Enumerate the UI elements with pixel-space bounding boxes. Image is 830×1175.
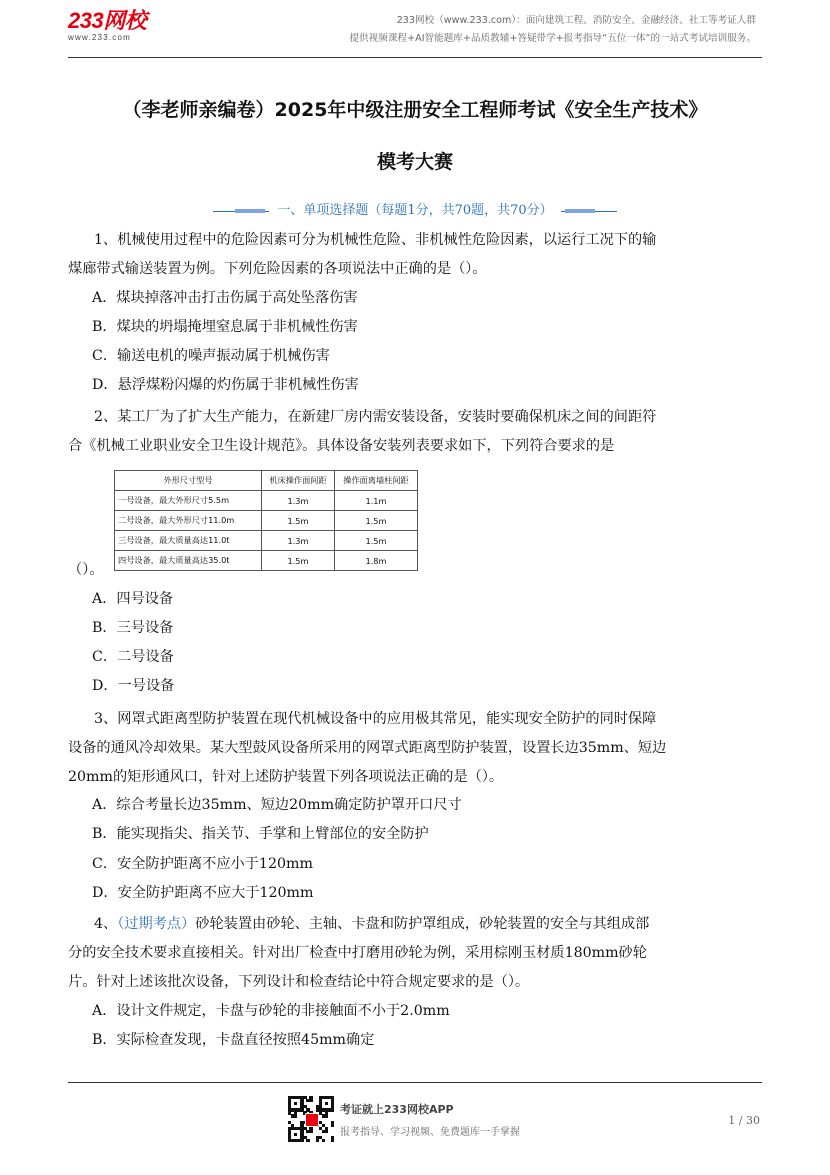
table-row: [115, 491, 418, 511]
section-heading: [0, 199, 830, 218]
q1-option-a: A．煤块掉落冲击打击伤属于高处坠落伤害: [92, 290, 358, 306]
logo-url: www.233.com: [68, 33, 131, 42]
q4-stem-line-3: 片。针对上述该批次设备，下列设计和检查结论中符合规定要求的是（）。: [68, 974, 530, 990]
qr-code-icon[interactable]: [288, 1096, 334, 1142]
q2-stem-tail: （）。: [68, 562, 104, 578]
table-row: [115, 511, 418, 531]
q3-stem-line-3: 20mm的矩形通风口，针对上述防护装置下列各项说法正确的是（）。: [68, 769, 504, 785]
table-header-cell: 外形尺寸型号: [115, 471, 262, 491]
q3-option-a: A．综合考量长边35mm、短边20mm确定防护罩开口尺寸: [92, 797, 462, 813]
table-cell: 1.8m: [335, 551, 418, 571]
table-header-cell: 机床操作面间距: [262, 471, 335, 491]
doc-title-line-1: （李老师亲编卷）2025年中级注册安全工程师考试《安全生产技术》: [122, 99, 708, 121]
q4-option-b: B．实际检查发现，卡盘直径按照45mm确定: [92, 1032, 375, 1048]
table-cell: 1.5m: [335, 531, 418, 551]
q4-outdated-tag: （过期考点）: [117, 916, 196, 932]
header-slogan: [350, 12, 756, 48]
q1-stem-line-2: 煤廊带式输送装置为例。下列危险因素的各项说法中正确的是（）。: [68, 261, 487, 277]
footer-app-text: 考证就上233网校APP: [340, 1103, 454, 1116]
footer-divider: [68, 1082, 762, 1083]
q2-stem-line-1: 2、某工厂为了扩大生产能力，在新建厂房内需安装设备，安装时要确保机床之间的间距符: [94, 409, 657, 425]
table-cell: 二号设备，最大外形尺寸11.0m: [115, 511, 262, 531]
logo-text: 233网校: [68, 8, 147, 33]
section-heading-text: 一、单项选择题（每题1分，共70题，共70分）: [277, 203, 553, 218]
q4-number: 4、: [94, 916, 118, 932]
q2-option-d: D．一号设备: [92, 678, 175, 694]
header-line-1: 233网校（www.233.com）：面向建筑工程、消防安全、金融经济、社工等考证人群: [396, 15, 756, 26]
table-cell: 一号设备，最大外形尺寸5.5m: [115, 491, 262, 511]
q3-option-c: C．安全防护距离不应小于120mm: [92, 856, 313, 872]
q2-option-c: C．二号设备: [92, 649, 174, 665]
q3-option-d: D．安全防护距离不应大于120mm: [92, 885, 314, 901]
table-cell: 1.5m: [262, 511, 335, 531]
table-cell: 1.5m: [262, 551, 335, 571]
table-cell: 1.1m: [335, 491, 418, 511]
q3-stem-line-1: 3、网罩式距离型防护装置在现代机械设备中的应用极其常见，能实现安全防护的同时保障: [94, 711, 657, 727]
q1-stem-line-1: 1、机械使用过程中的危险因素可分为机械性危险、非机械性危险因素，以运行工况下的输: [94, 232, 657, 248]
footer-slogan: 报考指导、学习视频、免费题库一手掌握: [340, 1127, 520, 1138]
header-line-2: 提供视频课程+AI智能题库+品质教辅+答疑带学+报考指导“五位一体”的一站式考试培训服务。: [349, 33, 756, 44]
doc-title-line-2: 模考大赛: [376, 151, 453, 173]
q3-option-b: B．能实现指尖、指关节、手掌和上臂部位的安全防护: [92, 826, 429, 842]
section-left-ornament: [213, 207, 269, 215]
brand-logo[interactable]: [68, 10, 146, 42]
q4-stem-line-2: 分的安全技术要求直接相关。针对出厂检查中打磨用砂轮为例，采用棕刚玉材质180mm砂轮: [68, 945, 647, 961]
page-header: [0, 0, 830, 62]
page-number: 1 / 30: [728, 1114, 760, 1127]
q4-option-a: A．设计文件规定，卡盘与砂轮的非接触面不小于2.0mm: [92, 1003, 450, 1019]
q4-stem-line-1-text: 砂轮装置由砂轮、主轴、卡盘和防护罩组成，砂轮装置的安全与其组成部: [195, 916, 650, 932]
q2-option-b: B．三号设备: [92, 620, 174, 636]
table-row: [115, 531, 418, 551]
q2-stem-line-2: 合《机械工业职业安全卫生设计规范》。具体设备安装列表要求如下，下列符合要求的是: [68, 438, 615, 454]
section-right-ornament: [561, 207, 617, 215]
q2-option-a: A．四号设备: [92, 591, 174, 607]
table-cell: 四号设备，最大质量高达35.0t: [115, 551, 262, 571]
table-cell: 1.3m: [262, 491, 335, 511]
table-header-cell: 操作面离墙柱间距: [335, 471, 418, 491]
q1-option-d: D．悬浮煤粉闪爆的灼伤属于非机械性伤害: [92, 377, 359, 393]
table-cell: 1.3m: [262, 531, 335, 551]
q4-stem-line-1: [94, 910, 794, 939]
q1-option-c: C．输送电机的噪声振动属于机械伤害: [92, 348, 330, 364]
table-cell: 1.5m: [335, 511, 418, 531]
qr-badge-icon: [305, 1113, 319, 1127]
q3-stem-line-2: 设备的通风冷却效果。某大型鼓风设备所采用的网罩式距离型防护装置，设置长边35mm、短边: [68, 740, 667, 756]
table-header-row: [115, 471, 418, 491]
q1-option-b: B．煤块的坍塌掩埋窒息属于非机械性伤害: [92, 319, 358, 335]
header-divider: [68, 57, 762, 58]
table-cell: 三号设备，最大质量高达11.0t: [115, 531, 262, 551]
